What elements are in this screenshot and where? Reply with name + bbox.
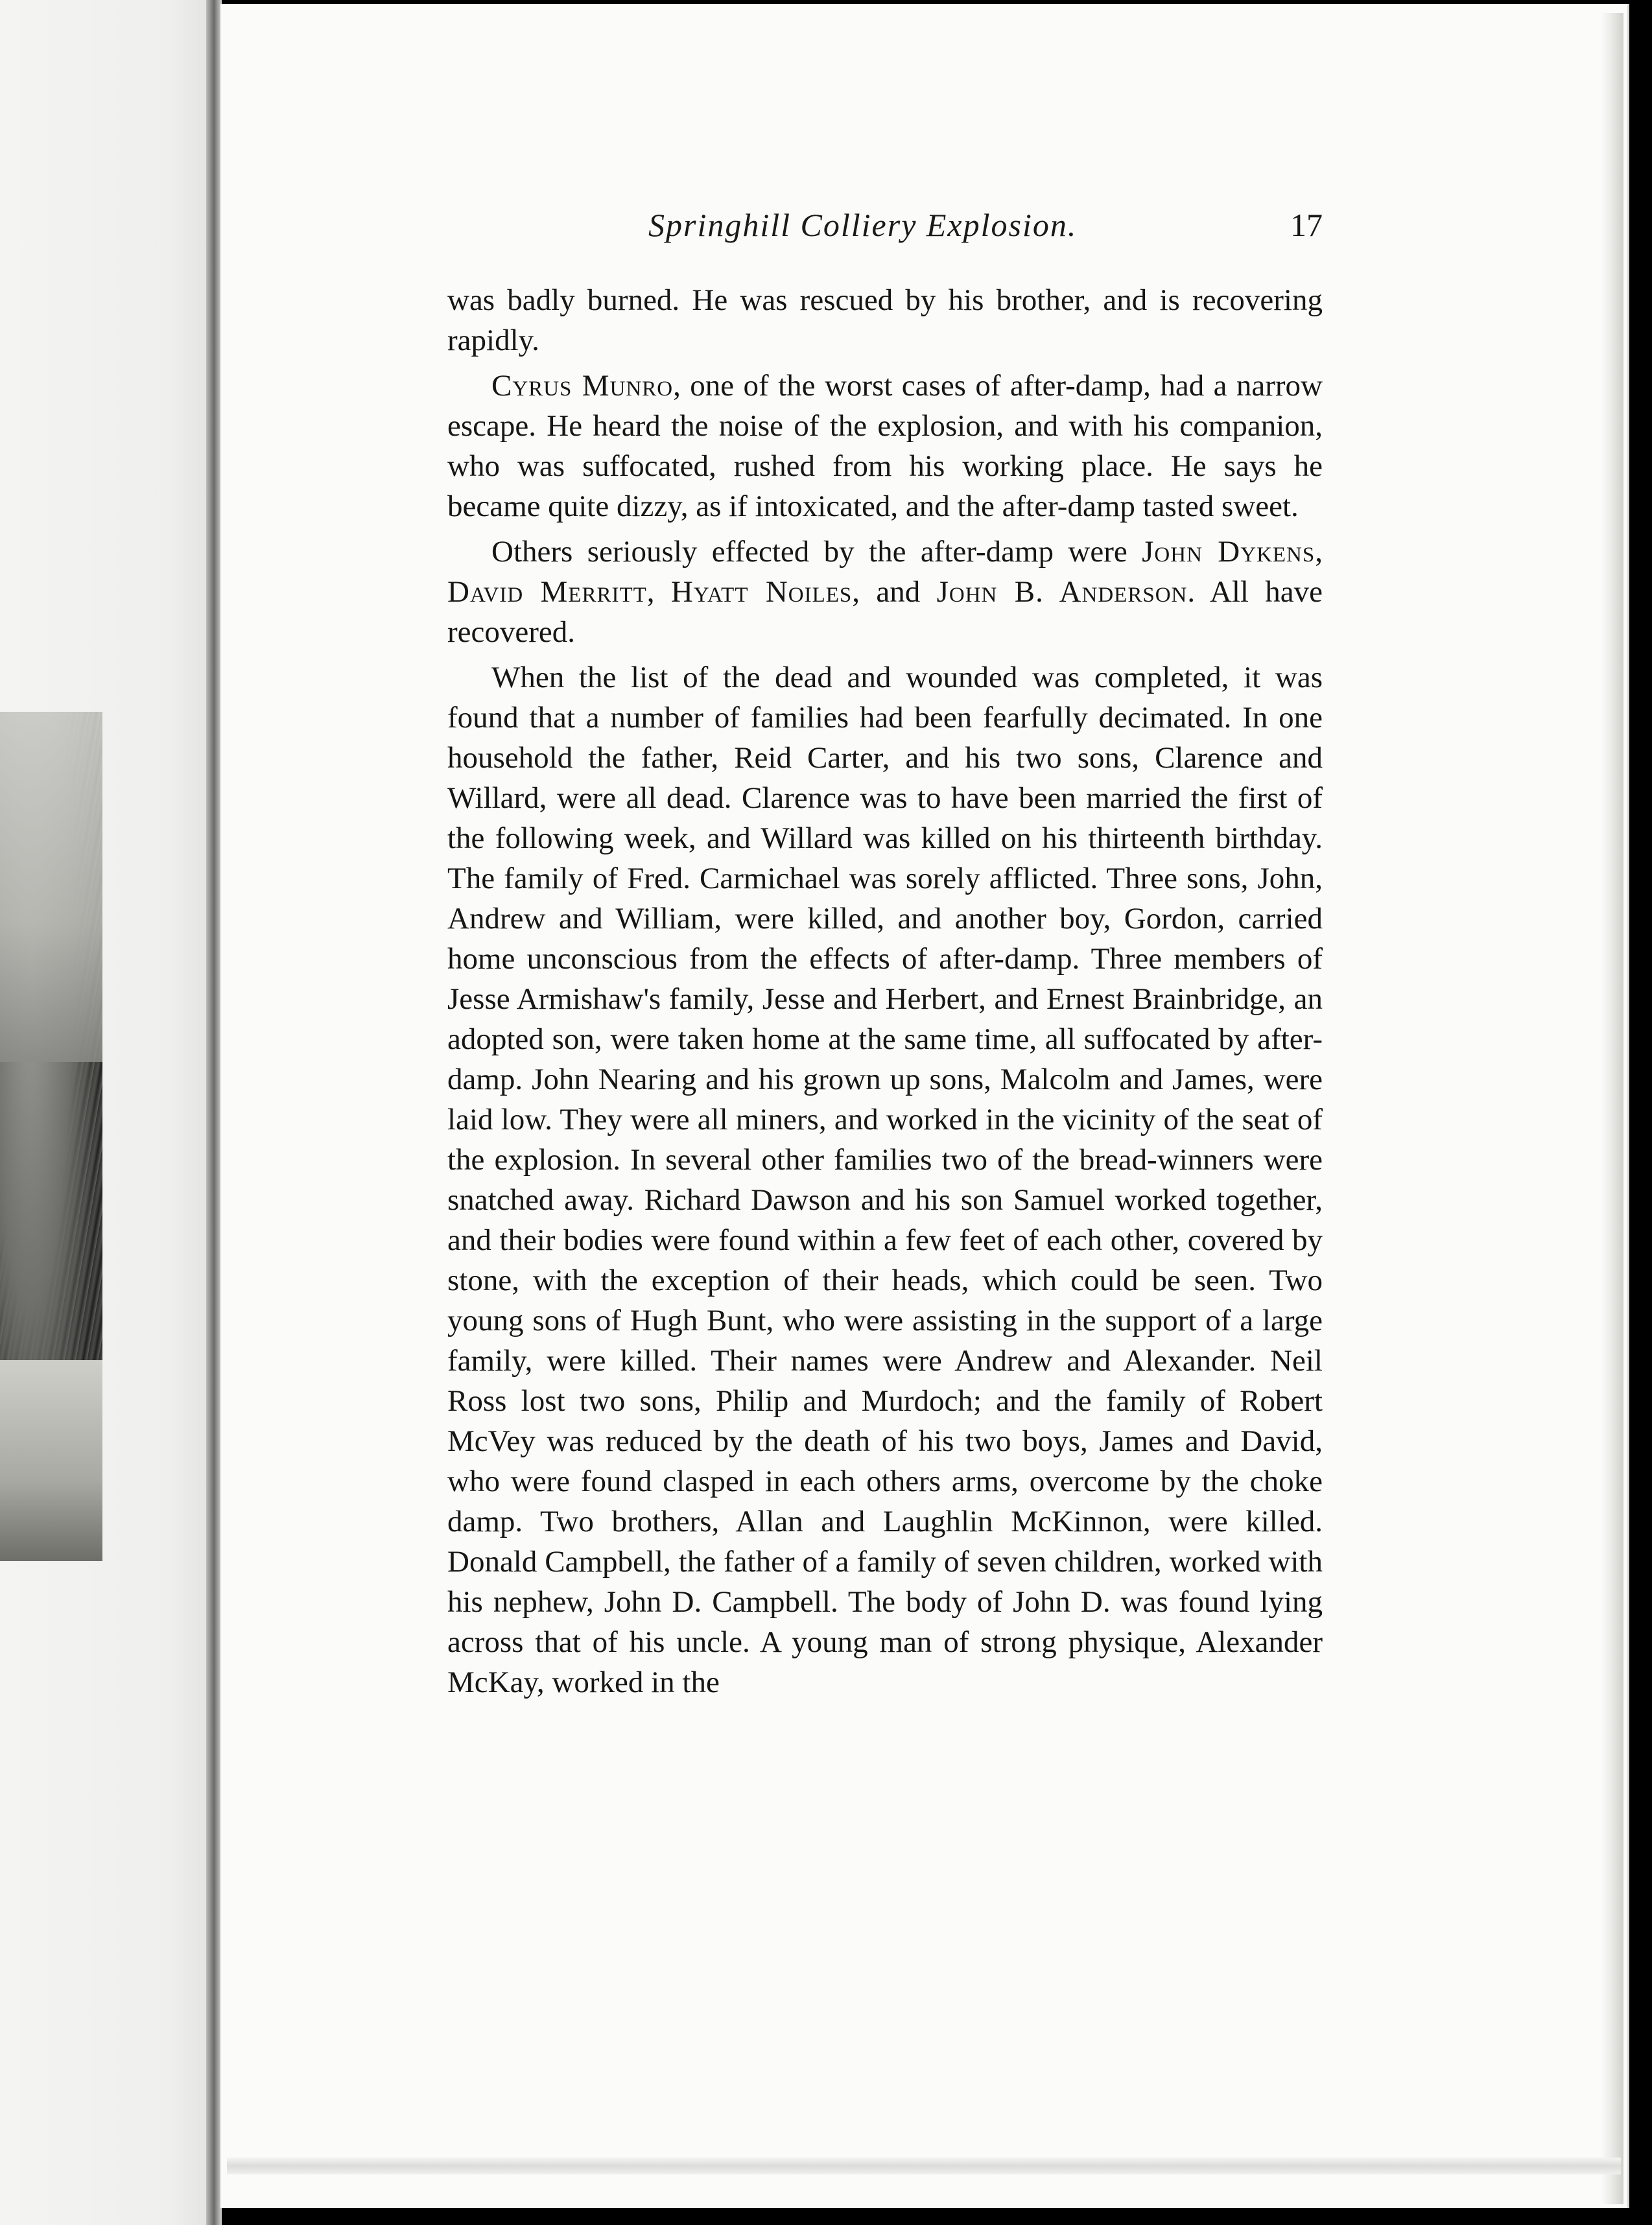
- name-small-caps: Hyatt Noiles: [670, 575, 853, 609]
- paragraph-list-of-dead: [447, 657, 1323, 1702]
- paragraph-text: ,: [1315, 535, 1323, 569]
- name-small-caps: John Dykens: [1142, 535, 1316, 569]
- page-number: 17: [1290, 207, 1323, 243]
- running-title: Springhill Colliery Explosion.: [648, 207, 1078, 243]
- paragraph-text: . All have recovered.: [447, 575, 1323, 649]
- paragraph-munro: [447, 366, 1323, 526]
- name-small-caps: Cyrus Munro: [491, 369, 674, 403]
- paragraph-text: When the list of the dead and wounded was completed, it was found that a number of families had been fearfully decimated. In one household the father, Reid Carter, and his two sons, Clarence and Willard, were all dead. Clarence was to have been married the first of the following week, and Willard was killed on his thirteenth birthday. The family of Fred. Carmichael was sorely afflicted. Three sons, John, Andrew and William, were killed, and another boy, Gordon, carried home unconscious from the effects of after-damp. Three members of Jesse Armishaw's family, Jesse and Herbert, and Ernest Brainbridge, an adopted son, were taken home at the same time, all suffocated by after-damp. John Nearing and his grown up sons, Malcolm and James, were laid low. They were all miners, and worked in the vicinity of the seat of the explosion. In several other families two of the bread-winners were snatched away. Richard Dawson and his son Samuel worked together, and their bodies were found within a few feet of each other, covered by stone, with the exception of their heads, which could be seen. Two young sons of Hugh Bunt, who were assisting in the support of a large family, were killed. Their names were Andrew and Alexander. Neil Ross lost two sons, Philip and Murdoch; and the family of Robert McVey was reduced by the death of his two boys, James and David, who were found clasped in each others arms, overcome by the choke damp. Two brothers, Allan and Laughlin McKinnon, were killed. Donald Campbell, the father of a family of seven children, worked with his nephew, John D. Campbell. The body of John D. was found lying across that of his uncle. A young man of strong physique, Alexander McKay, worked in the: [447, 661, 1323, 1699]
- photo-ground: [0, 1360, 102, 1561]
- name-small-caps: David Merritt: [447, 575, 647, 609]
- paragraph-text: Others seriously effected by the after-damp were: [491, 535, 1142, 569]
- paragraph-text: , one of the worst cases of after-damp, had a narrow escape. He heard the noise of the explosion, and with his companion, who was suffocated, rushed from his working place. He says he became quite dizzy, as if intoxicated, and the after-damp tasted sweet.: [447, 369, 1323, 523]
- halftone-photograph: [0, 712, 102, 1561]
- left-page-fragment: [0, 0, 214, 2225]
- running-head: [648, 206, 1323, 258]
- paragraph-text: , and: [852, 575, 937, 609]
- paragraph-continuation: [447, 280, 1323, 360]
- paragraph-text: ,: [646, 575, 671, 609]
- book-gutter: [206, 0, 222, 2225]
- page-edge: [1601, 13, 1623, 2204]
- body-text: [447, 280, 1323, 1708]
- photo-sky: [0, 712, 102, 1062]
- paragraph-others: [447, 532, 1323, 652]
- page-bottom-edge: [227, 2158, 1621, 2174]
- name-small-caps: John B. Anderson: [936, 575, 1188, 609]
- paragraph-text: was badly burned. He was rescued by his brother, and is recovering rapidly.: [447, 283, 1323, 357]
